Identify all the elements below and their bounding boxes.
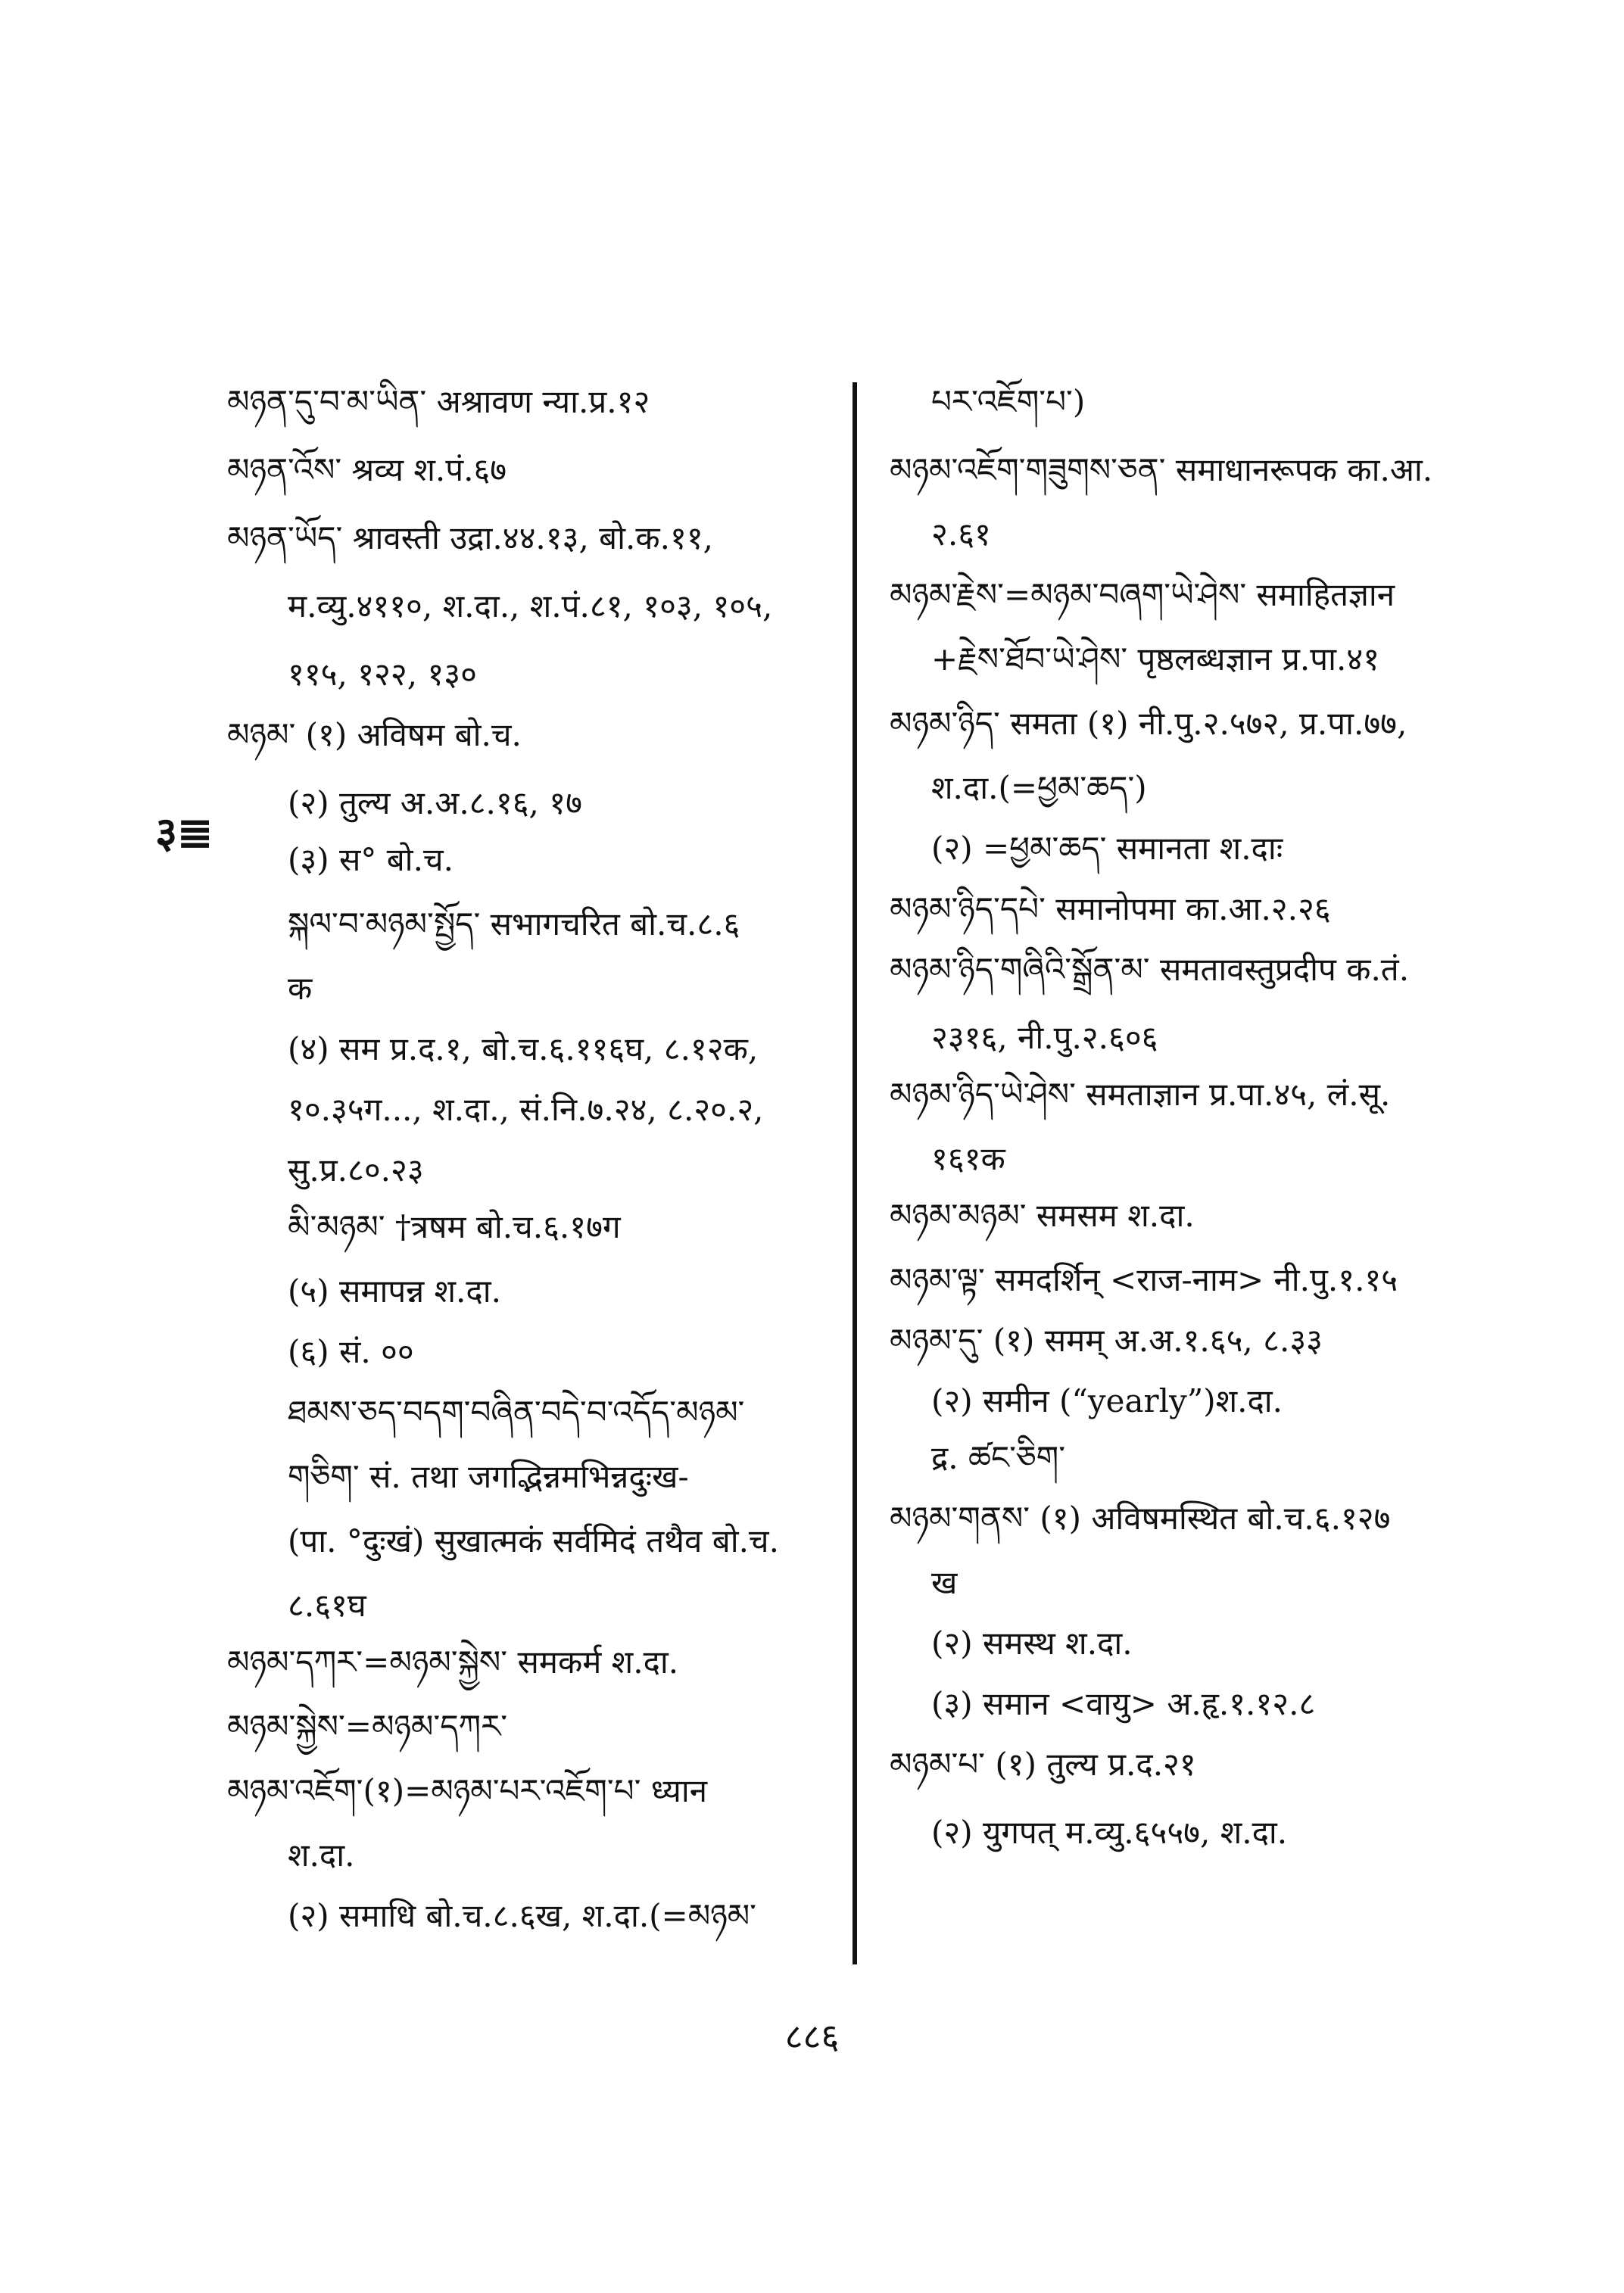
dictionary-line: २३१६, नी.पु.२.६०६ xyxy=(931,1019,1158,1056)
dictionary-line: སྐལ་བ་མཉམ་སྤྱོད་ सभागचरित बो.च.८.६ xyxy=(288,905,740,942)
dictionary-line: མཉམ་འཇོག་གཟུགས་ཅན་ समाधानरूपक का.आ. xyxy=(890,451,1433,488)
dictionary-line: མཉམ་གནས་ (१) अविषमस्थित बो.च.६.१२७ xyxy=(890,1500,1391,1537)
dictionary-line: མཉམ་ལྟ་ समदर्शिन् <राज-नाम> नी.पु.१.१५ xyxy=(890,1261,1398,1298)
dictionary-line: མཉམ་འཇོག་(१)=མཉམ་པར་འཇོག་པ་ ध्यान xyxy=(227,1772,708,1809)
dictionary-line: མཉམ་རྗེས་=མཉམ་བཞག་ཡེ་ཤེས་ समाहितज्ञान xyxy=(890,576,1395,613)
dictionary-line: ཐམས་ཅད་བདག་བཞིན་བདེ་བ་འདོད་མཉམ་ xyxy=(288,1394,745,1431)
dictionary-line: सु.प्र.८०.२३ xyxy=(288,1151,424,1189)
dictionary-line: (२) युगपत् म.व्यु.६५५७, श.दा. xyxy=(931,1814,1288,1851)
dictionary-line: མཉམ་ཉིད་གཞིའི་སྒྲོན་མ་ समतावस्तुप्रदीप क.तं. xyxy=(890,951,1410,988)
dictionary-line: པར་འཇོག་པ་) xyxy=(931,383,1086,420)
dictionary-line: མཉན་ཡོད་ श्रावस्ती उद्रा.४४.१३, बो.क.११, xyxy=(227,519,714,556)
dictionary-line: མཉམ་ཉིད་ཡེ་ཤེས་ समताज्ञान प्र.पा.४५, लं.सू. xyxy=(890,1076,1391,1113)
dictionary-line: (३) स° बो.च. xyxy=(288,841,454,878)
dictionary-line: द्र. ཚང་ཅིག་ xyxy=(931,1439,1066,1476)
dictionary-line: (६) सं. ०० xyxy=(288,1333,414,1370)
dictionary-line: (४) सम प्र.द.१, बो.च.६.११६घ, ८.१२क, xyxy=(288,1030,759,1067)
dictionary-line: མཉན་འོས་ श्रव्य श.पं.६७ xyxy=(227,451,507,488)
dictionary-line: ८.६१घ xyxy=(288,1587,366,1624)
dictionary-line: (२) तुल्य अ.अ.८.१६, १७ xyxy=(288,784,582,821)
dictionary-line: (पा. °दुःखं) सुखात्मकं सर्वमिदं तथैव बो.च. xyxy=(288,1522,779,1559)
dictionary-line: གཅིག་ सं. तथा जगद्भिन्नमभिन्नदुःख- xyxy=(288,1458,689,1495)
dictionary-line: (२) समीन (“yearly”)श.दा. xyxy=(931,1382,1283,1419)
dictionary-line: (२) समाधि बो.च.८.६ख, श.दा.(=མཉམ་ xyxy=(288,1897,757,1934)
dictionary-line: མཉམ་དུ་ (१) समम् अ.अ.१.६५, ८.३३ xyxy=(890,1322,1323,1359)
dictionary-line: (३) समान <वायु> अ.हृ.१.१२.८ xyxy=(931,1685,1316,1722)
dictionary-line: མཉམ་ཉིད་དཔེ་ समानोपमा का.आ.२.२६ xyxy=(890,890,1331,927)
dictionary-line: མི་མཉམ་ †त्रषम बो.च.६.१७ग xyxy=(288,1208,621,1245)
dictionary-line: མཉམ་ (१) अविषम बो.च. xyxy=(227,716,522,753)
dictionary-line: (२) समस्थ श.दा. xyxy=(931,1625,1133,1662)
column-divider xyxy=(853,382,857,1964)
dictionary-line: (२) =ཕྱམ་ཆད་ समानता श.दाः xyxy=(931,830,1283,867)
dictionary-line: १०.३५ग..., श.दा., सं.नि.७.२४, ८.२०.२, xyxy=(288,1091,764,1128)
dictionary-line: १६१क xyxy=(931,1140,1005,1177)
dictionary-line: श.दा. xyxy=(288,1837,355,1874)
dictionary-line: མཉམ་ཉིད་ समता (१) नी.पु.२.५७२, प्र.पा.७७, xyxy=(890,705,1407,742)
dictionary-line: म.व्यु.४११०, श.दा., श.पं.८१, १०३, १०५, xyxy=(288,587,773,625)
dictionary-line: ख xyxy=(931,1564,958,1601)
dictionary-line: श.दा.(=ཕྱམ་ཆད་) xyxy=(931,769,1147,806)
dictionary-line: +རྗེས་ཐོབ་ཡེ་ཤེས་ पृष्ठलब्धज्ञान प्र.पा.४१ xyxy=(931,640,1380,678)
dictionary-line: མཉམ་མཉམ་ समसम श.दा. xyxy=(890,1197,1195,1234)
dictionary-line: क xyxy=(288,970,313,1007)
dictionary-line: (५) समापन्न श.दा. xyxy=(288,1273,501,1310)
dictionary-line: ११५, १२२, १३० xyxy=(288,656,477,693)
dictionary-line: २.६१ xyxy=(931,516,991,553)
dictionary-line: མཉམ་པ་ (१) तुल्य प्र.द.२१ xyxy=(890,1746,1196,1783)
dictionary-line: མཉན་དུ་བ་མ་ཡིན་ अश्रावण न्या.प्र.१२ xyxy=(227,383,650,420)
dictionary-line: མཉམ་དཀར་=མཉམ་སྐྱེས་ समकर्म श.दा. xyxy=(227,1643,679,1681)
margin-mark: ३≣ xyxy=(155,808,214,858)
dictionary-line: མཉམ་སྐྱེས་=མཉམ་དཀར་ xyxy=(227,1708,508,1745)
page-number: ८८६ xyxy=(784,2016,840,2057)
